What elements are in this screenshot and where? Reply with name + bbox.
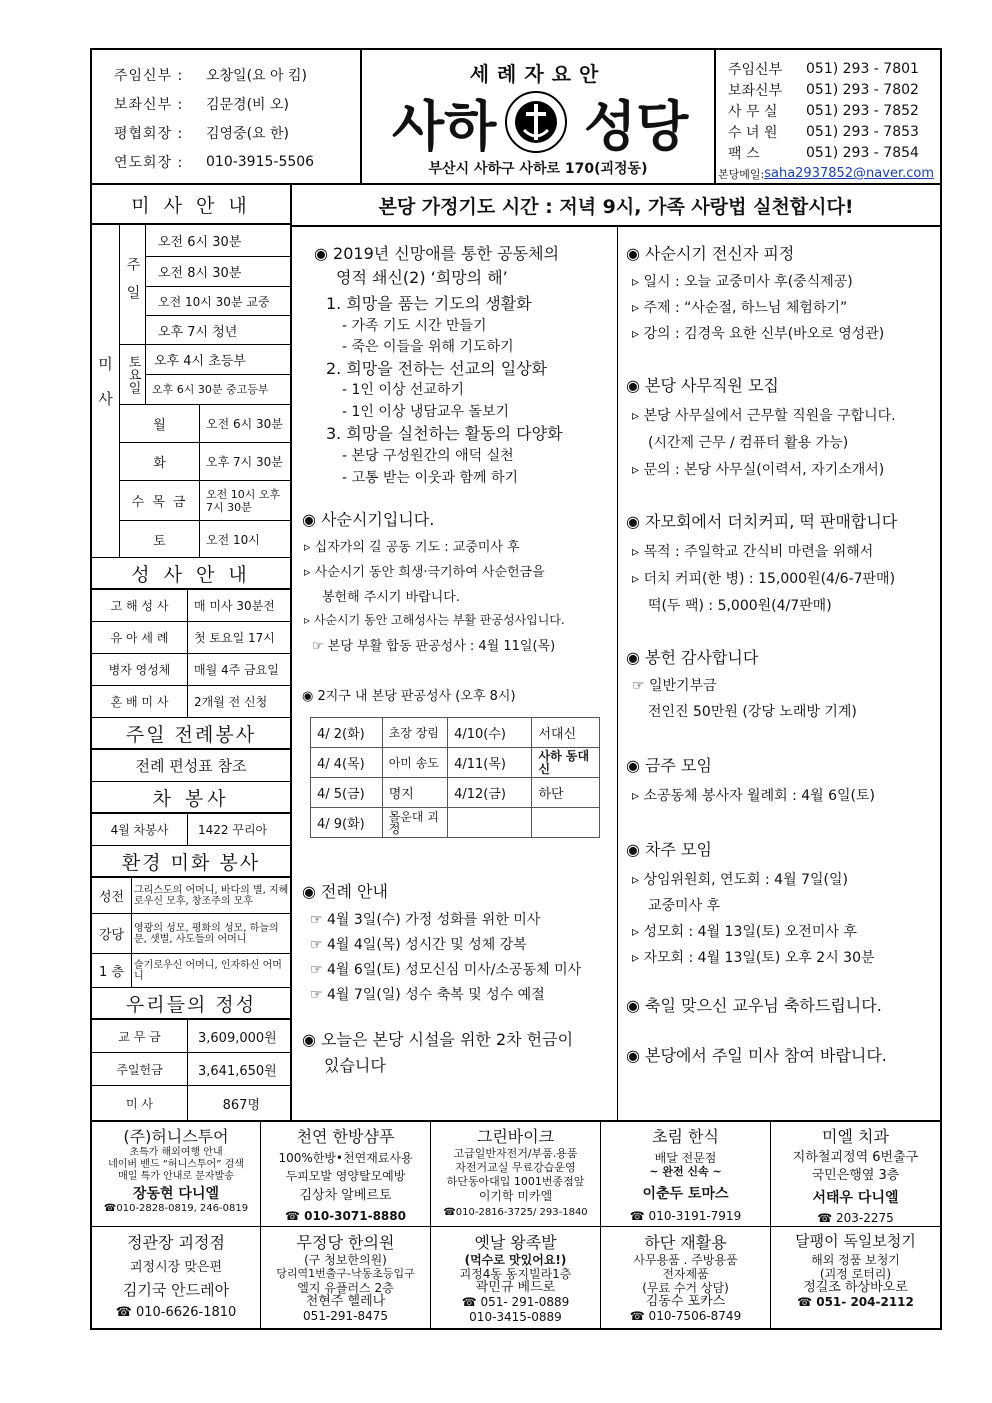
table-cell [448,808,532,838]
env-team: 영광의 성모, 평화의 성모, 하늘의 문, 샛별, 사도들의 어머니 [132,914,290,954]
ad-person: 장동현 다니엘 [132,1186,220,1202]
weekday-time: 오전 10시 [200,521,290,558]
ad-person: 김기국 안드레아 [122,1281,230,1299]
mass-label: 미사 [92,225,120,558]
sunday-label: 주일 [120,225,146,345]
saturday-mass-time: 오후 4시 초등부 [146,345,290,375]
ad-line: 괴정시장 맞은편 [129,1260,223,1275]
liturgy-value: 전례 편성표 참조 [92,750,290,782]
ad-phone: ☎ 203-2275 [817,1211,894,1225]
table-row [311,808,600,838]
staff-row [114,118,360,147]
ad-phone: ☎ 010-3191-7919 [629,1209,742,1223]
phone-row [728,58,940,79]
parish-name-right: 성당 [584,95,689,158]
list-item: ▹ 본당 사무실에서 근무할 직원을 구합니다. [632,408,896,424]
ad-block [431,1124,600,1226]
list-item: ☞ 일반기부금 [632,678,717,694]
news-left-column [292,227,617,1120]
ad-line: 괴정4동 동지빌라1층 [459,1267,572,1281]
phone-label: 보좌신부 [728,82,783,99]
ad-line: 고급일반자전거/부품.용품 [453,1147,578,1160]
staff-label: 주임신부 : [114,67,184,84]
ad-line: (괴정 로터리) [819,1267,892,1281]
ad-line: (구 청보한의원) [304,1253,387,1267]
ad-block [771,1124,940,1226]
weekday-name: 수 목 금 [120,481,200,521]
ad-line: 전자제품 [662,1267,709,1281]
list-item: - 고통 받는 이웃과 함께 하기 [342,470,519,486]
table-cell: 서대신 [532,718,600,748]
weekday-name: 화 [120,443,200,481]
ad-line: 엘지 유플러스 2층 [297,1281,394,1295]
env-team: 슬기로우신 어머니, 인자하신 어머니 [132,954,290,988]
ad-line: 사무용품 . 주방용품 [633,1253,738,1267]
staff-label: 보좌신부 : [114,96,184,113]
list-item: ☞ 4월 3일(수) 가정 성화를 위한 미사 [310,912,541,928]
ad-line: 두피모발 영양탈모예방 [285,1169,406,1183]
email-link[interactable]: saha2937852@naver.com [764,166,935,181]
table-cell: 4/11(목) [448,748,532,778]
list-item: ▹ 자모회 : 4월 13일(토) 오후 2시 30분 [632,950,875,966]
sacrament-name: 병자 영성체 [92,654,188,686]
list-item: 봉헌해 주시기 바랍니다. [322,590,460,605]
ad-line: 자전거교실 무료강습운영 [455,1161,576,1174]
ad-line: 매일 특가 안내로 문자발송 [118,1171,234,1182]
table-cell: 명지 [382,778,447,808]
sacrament-value: 매월 4주 금요일 [188,654,290,686]
section-heading: ◉ 자모회에서 더치커피, 떡 판매합니다 [626,512,898,531]
section-heading: ◉ 사순시기입니다. [302,510,435,529]
list-item: ▹ 목적 : 주일학교 간식비 마련을 위해서 [632,544,874,560]
environment-title: 환경 미화 봉사 [92,846,290,878]
staff-value: 김영중(요 한) [206,125,289,142]
parish-address: 부산시 사하구 사하로 170(괴정동) [428,161,648,177]
list-item: - 본당 구성원간의 애덕 실천 [342,448,514,464]
ad-person: 정길조 하상바오로 [803,1280,908,1295]
table-row [311,748,600,778]
liturgy-title: 주일 전례봉사 [92,718,290,750]
bulletin-page [90,48,942,1330]
weekday-time: 오후 7시 30분 [200,443,290,481]
section-heading: ◉ 전례 안내 [302,882,388,901]
ad-block [601,1230,770,1330]
offering-value: 3,641,650원 [188,1053,290,1086]
ad-block [431,1230,600,1330]
list-item: (시간제 근무 / 컴퓨터 활용 가능) [648,435,849,451]
table-cell: 하단 [532,778,600,808]
ad-phone: ☎010-2816-3725/ 293-1840 [443,1207,588,1218]
list-item: - 죽은 이들을 위해 기도하기 [342,339,514,355]
ad-line: 하단동아대입 1001번종점앞 [446,1175,585,1188]
weekday-name: 토 [120,521,200,558]
email-label: 본당메일: [718,167,765,181]
staff-value: 010-3915-5506 [206,153,315,170]
phone-value: 051) 293 - 7854 [806,144,919,161]
ad-line: 100%한방•천연재료사용 [278,1151,413,1165]
list-item: ▹ 소공동체 봉사자 월례회 : 4월 6일(토) [632,788,875,804]
ad-person: 이기학 미카엘 [478,1189,553,1203]
list-item: 3. 희망을 실천하는 활동의 다양화 [326,424,563,443]
ad-phone: ☎ 010-6626-1810 [115,1305,237,1320]
phone-row [728,142,940,163]
section-heading: ◉ 사순시기 전신자 피정 [626,244,795,263]
section-heading: ◉ 2019년 신망애를 통한 공동체의 [314,244,560,263]
ad-name: 달팽이 독일보청기 [795,1232,916,1250]
list-item: 2. 희망을 전하는 선교의 일상화 [326,359,548,378]
list-item: ▹ 십자가의 길 공동 기도 : 교중미사 후 [304,540,520,555]
ad-line: 해외 정품 보청기 [811,1253,900,1267]
ad-block [771,1230,940,1330]
ad-person: 서태우 다니엘 [812,1190,899,1206]
list-item: ☞ 4월 4일(목) 성시간 및 성체 강복 [310,937,527,953]
ad-name: 미엘 치과 [822,1127,889,1146]
ad-person: 김동수 포카스 [645,1294,726,1309]
ad-phone: ☎ 051- 204-2112 [797,1295,914,1309]
banner-title: 본당 가정기도 시간 : 저녁 9시, 가족 사랑법 실천합시다! [292,185,940,227]
env-area: 성전 [92,878,132,914]
env-team: 그리스도의 어머니, 바다의 별, 지혜로우신 모후, 창조주의 모후 [132,878,290,914]
email-row [718,163,940,184]
parish-name-left: 사하 [392,95,497,158]
section-heading: ◉ 금주 모임 [626,756,712,775]
ad-line: 네이버 밴드 “허니스투어” 검색 [108,1159,244,1170]
ad-phone: ☎ 010-7506-8749 [629,1309,742,1323]
phone-list [714,50,940,183]
offering-name: 주일헌금 [92,1053,188,1086]
table-cell: 4/ 2(화) [311,718,383,748]
saturday-mass-time: 오후 6시 30분 중고등부 [146,375,290,405]
table-row [311,718,600,748]
ad-name: 옛날 왕족발 [474,1233,557,1252]
ad-line: 초특가 해외여행 안내 [129,1147,223,1158]
ad-phone: ☎010-2828-0819, 246-0819 [103,1203,249,1214]
offering-name: 교 무 금 [92,1020,188,1053]
list-item: 교중미사 후 [648,898,721,914]
section-heading: ◉ 2지구 내 본당 판공성사 (오후 8시) [302,689,516,704]
news-right-column [618,227,940,1120]
ad-name: 그린바이크 [476,1127,555,1146]
ad-line: 국민은행옆 3층 [811,1168,900,1183]
phone-label: 팩 스 [728,145,760,162]
saturday-label: 토요일 [120,345,146,405]
sacrament-value: 매 미사 30분전 [188,590,290,622]
list-item: - 1인 이상 냉담교우 돌보기 [342,404,509,420]
sacrament-value: 첫 토요일 17시 [188,622,290,654]
ad-line: (무료 수거 상담) [642,1281,729,1295]
ad-line: 당리역1번출구-낙동초등입구 [276,1267,415,1280]
header [92,50,940,185]
list-item: ☞ 본당 부활 합동 판공성사 : 4월 11일(목) [312,639,556,654]
ad-name: 초림 한식 [652,1127,719,1146]
table-cell: 4/10(수) [448,718,532,748]
staff-row [114,147,360,176]
phone-row [728,100,940,121]
ad-person: 이춘두 토마스 [642,1186,729,1202]
sunday-mass-time: 오전 10시 30분 교중 [146,287,290,316]
table-row [311,778,600,808]
ad-block [601,1124,770,1226]
list-item: ▹ 상임위원회, 연도회 : 4월 7일(일) [632,872,848,888]
ad-name: 무정당 한의원 [296,1233,395,1252]
ad-phone: ☎ 051- 291-0889 010-3415-0889 [461,1295,570,1324]
ad-block [261,1230,430,1330]
car-service-value: 1422 꾸리아 [188,814,290,846]
sacrament-name: 혼 배 미 사 [92,686,188,718]
ad-line: 지하철괴정역 6번출구 [792,1150,919,1165]
ad-block [261,1124,430,1226]
list-item: ▹ 성모회 : 4월 13일(토) 오전미사 후 [632,924,857,940]
sacrament-title: 성 사 안 내 [92,558,290,590]
table-cell [532,808,600,838]
staff-value: 김문경(비 오) [206,96,289,113]
sacrament-name: 유 아 세 례 [92,622,188,654]
phone-label: 수 녀 원 [728,124,778,141]
ad-block [92,1124,260,1226]
ad-line: (먹수로 맛있어요!) [464,1253,567,1267]
staff-row [114,60,360,89]
ads-section [92,1120,940,1330]
ad-person: 김상차 알베르토 [299,1188,392,1203]
main-content [292,185,940,1120]
list-item: ▹ 강의 : 김경욱 요한 신부(바오로 영성관) [632,326,885,342]
sunday-mass-time: 오전 8시 30분 [146,257,290,287]
mass-title: 미 사 안 내 [92,185,290,225]
phone-value: 051) 293 - 7853 [806,123,919,140]
section-heading: ◉ 차주 모임 [626,840,712,859]
offering-title: 우리들의 정성 [92,988,290,1020]
list-item: ☞ 4월 7일(일) 성수 축복 및 성수 예절 [310,987,545,1003]
sacrament-value: 2개월 전 신청 [188,686,290,718]
ad-name: (주)허니스투어 [123,1127,229,1146]
table-cell: 초장 장림 [382,718,447,748]
sunday-mass-time: 오전 6시 30분 [146,225,290,257]
weekday-time: 오전 10시 오후 7시 30분 [200,481,290,521]
section-heading: ◉ 오늘은 본당 시설을 위한 2차 헌금이 [302,1030,574,1049]
masthead [362,50,714,183]
ad-line: 배달 전문점 [654,1151,717,1165]
car-service-title: 차 봉사 [92,782,290,814]
phone-row [728,121,940,142]
weekday-name: 월 [120,405,200,443]
offering-name: 미 사 [92,1086,188,1120]
staff-label: 평협회장 : [114,125,184,142]
list-item: ▹ 사순시기 동안 고해성사는 부활 판공성사입니다. [304,613,565,627]
ad-phone: ☎ 010-3071-8880 [285,1209,406,1223]
offering-value: 867명 [222,1097,260,1113]
phone-row [728,79,940,100]
table-cell: 사하 동대신 [532,748,600,778]
list-item: ▹ 사순시기 동안 희생·극기하여 사순헌금을 [304,565,545,580]
staff-label: 연도회장 : [114,154,184,171]
list-item: ▹ 더치 커피(한 병) : 15,000원(4/6-7판매) [632,571,896,587]
section-heading: 영적 쇄신(2) ‘희망의 해’ [336,268,508,287]
phone-value: 051) 293 - 7802 [806,81,919,98]
list-item: 1. 희망을 품는 기도의 생활화 [326,294,532,313]
sidebar [92,185,292,1120]
offering-value: 3,609,000원 [188,1020,290,1053]
section-heading: ◉ 본당 사무직원 모집 [626,376,779,395]
list-item: ▹ 문의 : 본당 사무실(이력서, 자기소개서) [632,462,885,478]
masthead-subtitle: 세례자요안 [469,62,607,86]
ad-block [92,1230,260,1330]
env-area: 강당 [92,914,132,954]
confession-table [310,717,600,838]
list-item: 전인진 50만원 (강당 노래방 기계) [648,704,857,720]
list-item: ▹ 일시 : 오늘 교중미사 후(중식제공) [632,274,853,290]
ad-person: 곽민규 베드로 [475,1280,556,1295]
cathedral-logo-icon [504,90,568,154]
table-cell: 4/ 9(화) [311,808,383,838]
table-cell: 아미 송도 [382,748,447,778]
ad-name: 정관장 괴정점 [127,1233,225,1252]
phone-value: 051) 293 - 7852 [806,102,919,119]
list-item: - 1인 이상 선교하기 [342,382,464,398]
table-cell: 4/ 5(금) [311,778,383,808]
ads-row-divider [92,1226,940,1227]
weekday-time: 오전 6시 30분 [200,405,290,443]
ad-phone: 051-291-8475 [302,1309,388,1323]
ad-line: ~ 완전 신속 ~ [649,1165,722,1178]
table-cell: 몰운대 괴정 [382,808,447,838]
section-heading: ◉ 봉헌 감사합니다 [626,648,759,667]
ad-person: 천현주 헬레나 [305,1294,386,1309]
staff-row [114,89,360,118]
phone-label: 사 무 실 [728,103,778,120]
table-cell: 4/ 4(목) [311,748,383,778]
staff-value: 오창일(요 아 킴) [206,67,307,84]
list-item: ▹ 주제 : “사순절, 하느님 체험하기” [632,300,848,316]
sacrament-name: 고 해 성 사 [92,590,188,622]
staff-list [92,50,362,183]
car-service-label: 4월 차봉사 [92,814,188,846]
section-heading: ◉ 축일 맞으신 교우님 축하드립니다. [626,996,882,1015]
phone-label: 주임신부 [728,61,783,78]
list-item: - 가족 기도 시간 만들기 [342,318,487,334]
ad-name: 하단 재활용 [644,1233,727,1252]
phone-value: 051) 293 - 7801 [806,60,919,77]
sunday-mass-time: 오후 7시 청년 [146,316,290,345]
ad-name: 천연 한방샴푸 [296,1127,395,1146]
env-area: 1 층 [92,954,132,988]
table-cell: 4/12(금) [448,778,532,808]
section-heading: ◉ 본당에서 주일 미사 참여 바랍니다. [626,1046,887,1065]
list-item: ☞ 4월 6일(토) 성모신심 미사/소공동체 미사 [310,962,582,978]
list-item: 떡(두 팩) : 5,000원(4/7판매) [648,598,832,614]
section-heading: 있습니다 [324,1056,386,1075]
